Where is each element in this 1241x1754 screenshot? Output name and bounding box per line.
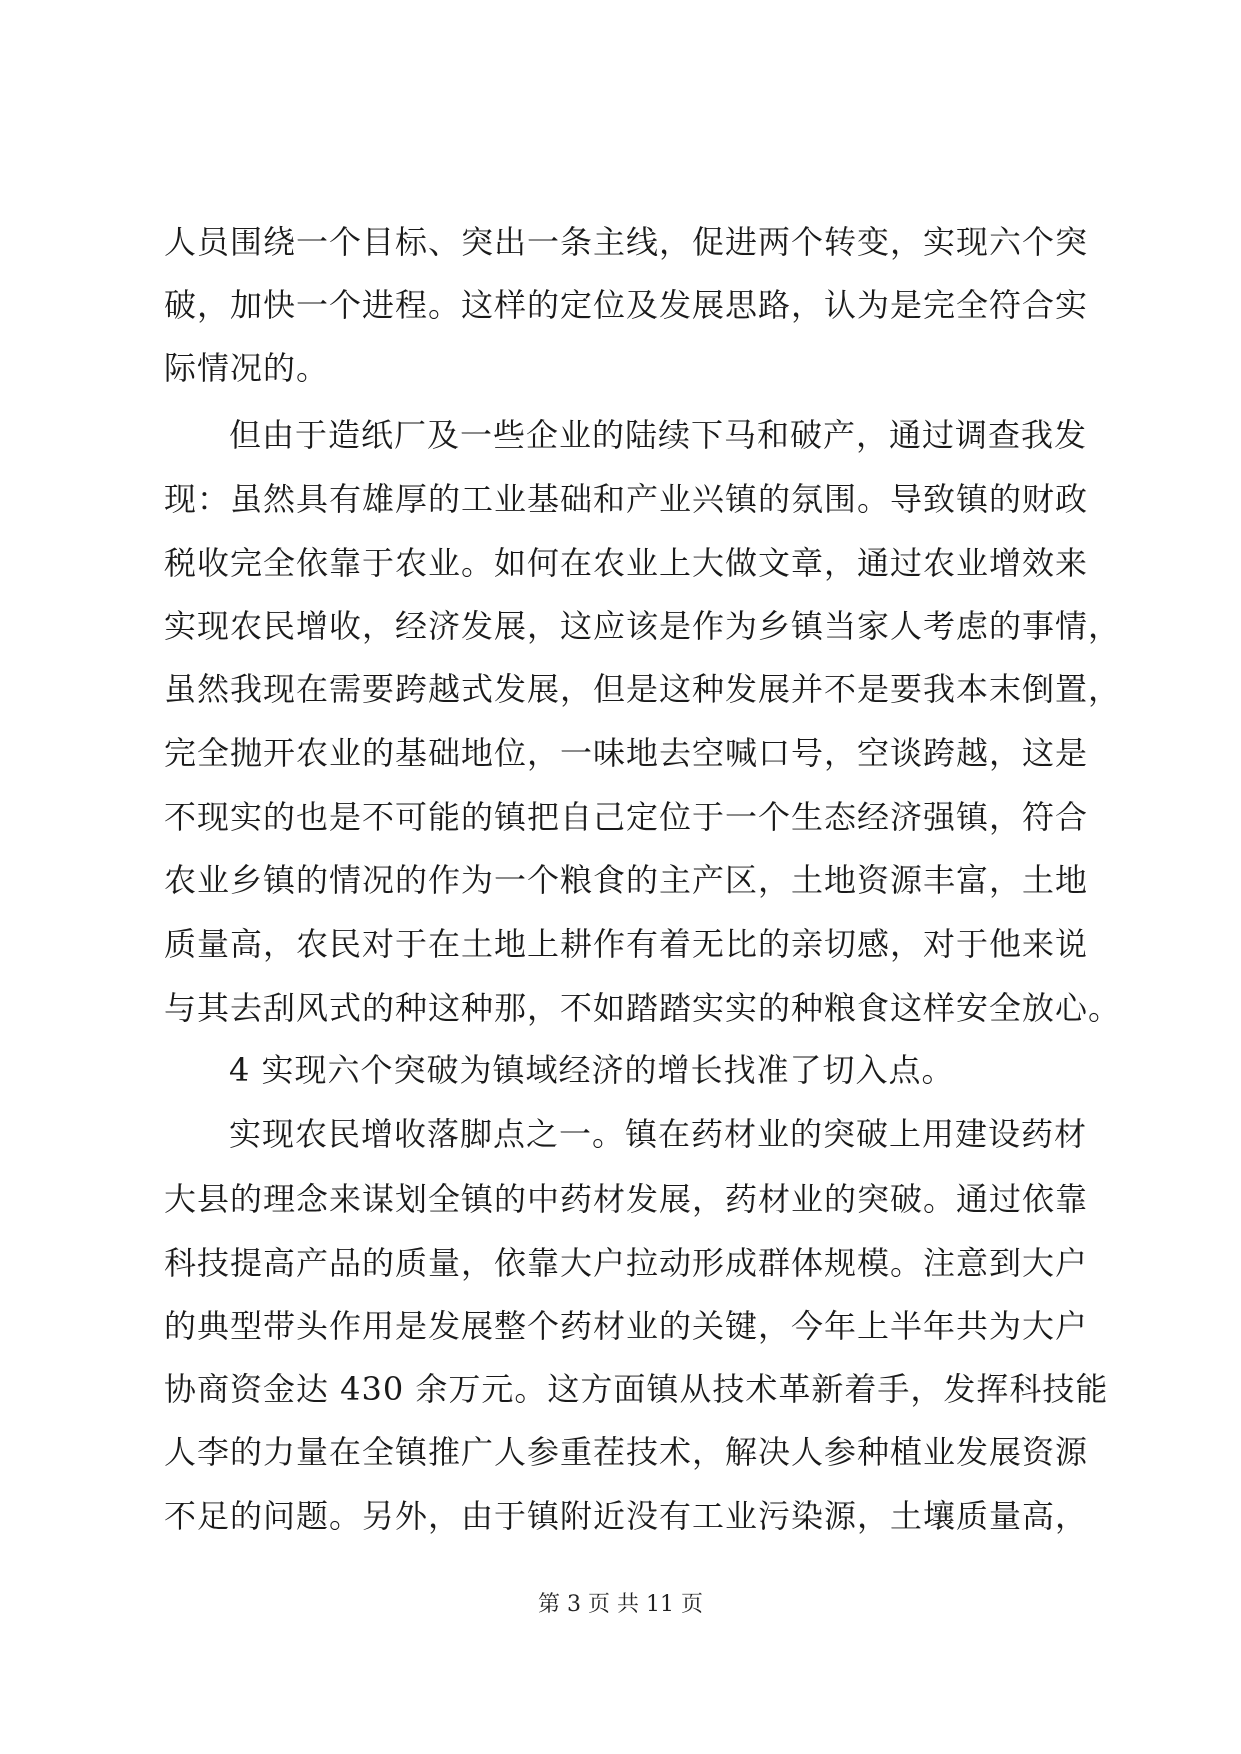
text-line-21: 不足的问题。另外，由于镇附近没有工业污染源，土壤质量高， xyxy=(164,1497,1089,1535)
text-line-1: 人员围绕一个目标、突出一条主线，促进两个转变，实现六个突 xyxy=(164,223,1089,261)
text-line-15: 实现农民增收落脚点之一。镇在药材业的突破上用建设药材 xyxy=(229,1115,1088,1153)
text-line-13: 与其去刮风式的种这种那，不如踏踏实实的种粮食这样安全放心。 xyxy=(164,989,1122,1027)
text-line-4: 但由于造纸厂及一些企业的陆续下马和破产，通过调查我发 xyxy=(229,416,1088,454)
text-line-17: 科技提高产品的质量，依靠大户拉动形成群体规模。注意到大户 xyxy=(164,1244,1089,1282)
text-line-5: 现：虽然具有雄厚的工业基础和产业兴镇的氛围。导致镇的财政 xyxy=(164,480,1089,518)
text-line-14: 4 实现六个突破为镇域经济的增长找准了切入点。 xyxy=(229,1051,955,1089)
text-line-20: 人李的力量在全镇推广人参重茬技术，解决人参种植业发展资源 xyxy=(164,1433,1089,1471)
text-line-3: 际情况的。 xyxy=(164,349,330,387)
text-line-16: 大县的理念来谋划全镇的中药材发展，药材业的突破。通过依靠 xyxy=(164,1180,1089,1218)
text-line-19: 协商资金达 430 余万元。这方面镇从技术革新着手，发挥科技能 xyxy=(164,1370,1109,1408)
text-line-6: 税收完全依靠于农业。如何在农业上大做文章，通过农业增效来 xyxy=(164,544,1089,582)
text-line-10: 不现实的也是不可能的镇把自己定位于一个生态经济强镇，符合 xyxy=(164,798,1089,836)
page-number-footer: 第 3 页 共 11 页 xyxy=(538,1592,703,1617)
text-line-12: 质量高，农民对于在土地上耕作有着无比的亲切感，对于他来说 xyxy=(164,925,1089,963)
text-line-9: 完全抛开农业的基础地位，一味地去空喊口号，空谈跨越，这是 xyxy=(164,734,1089,772)
text-line-18: 的典型带头作用是发展整个药材业的关键，今年上半年共为大户 xyxy=(164,1307,1089,1345)
text-line-7: 实现农民增收，经济发展，这应该是作为乡镇当家人考虑的事情， xyxy=(164,607,1122,645)
text-line-11: 农业乡镇的情况的作为一个粮食的主产区，土地资源丰富，土地 xyxy=(164,861,1089,899)
text-line-8: 虽然我现在需要跨越式发展，但是这种发展并不是要我本末倒置， xyxy=(164,670,1122,708)
text-line-2: 破，加快一个进程。这样的定位及发展思路，认为是完全符合实 xyxy=(164,286,1089,324)
